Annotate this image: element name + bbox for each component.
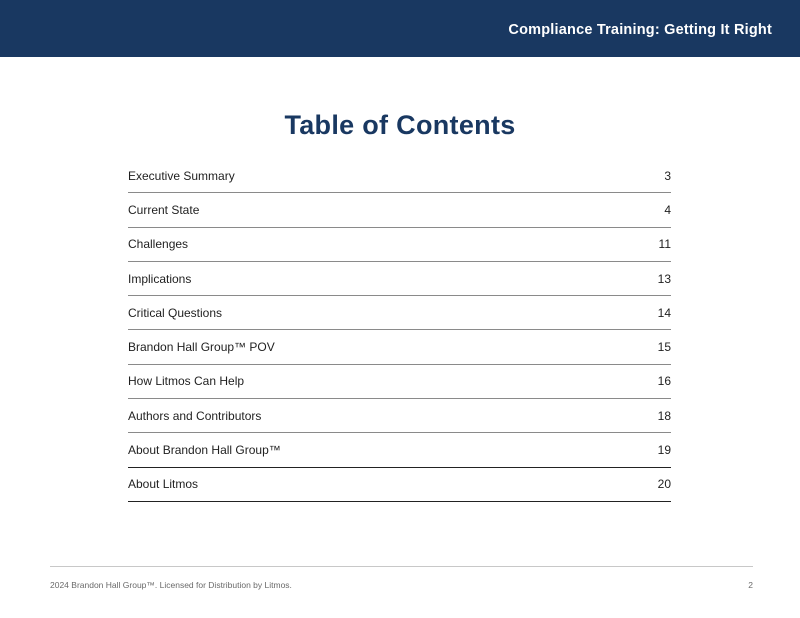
toc-entry-page: 11 <box>658 237 671 252</box>
toc-entry-label: Executive Summary <box>128 168 235 183</box>
document-title: Compliance Training: Getting It Right <box>508 22 772 38</box>
footer-divider <box>50 566 753 567</box>
toc-entry-how-litmos-can-help[interactable] <box>128 365 671 399</box>
toc-entry-page: 13 <box>657 271 671 286</box>
toc-entry-challenges[interactable] <box>128 228 671 262</box>
toc-entry-label: Brandon Hall Group™ POV <box>128 340 275 355</box>
toc-entry-brandon-hall-pov[interactable] <box>128 330 671 364</box>
toc-entry-label: Authors and Contributors <box>128 408 262 423</box>
toc-entry-label: Implications <box>128 271 192 286</box>
toc-entry-page: 19 <box>657 443 671 458</box>
toc-heading: Table of Contents <box>284 110 516 140</box>
toc-entry-page: 20 <box>657 477 671 492</box>
toc-entry-page: 15 <box>657 340 671 355</box>
toc-entry-page: 3 <box>664 168 671 183</box>
table-of-contents <box>128 159 671 502</box>
toc-entry-about-brandon-hall-group[interactable] <box>128 433 671 467</box>
toc-entry-about-litmos[interactable] <box>128 468 671 502</box>
toc-entry-current-state[interactable] <box>128 193 671 227</box>
toc-entry-page: 4 <box>664 202 671 217</box>
footer-page-number: 2 <box>748 580 753 590</box>
toc-entry-page: 16 <box>657 374 671 389</box>
toc-entry-label: About Litmos <box>128 477 199 492</box>
toc-entry-implications[interactable] <box>128 262 671 296</box>
toc-entry-page: 14 <box>657 305 671 320</box>
toc-entry-label: Challenges <box>128 237 189 252</box>
toc-entry-authors-and-contributors[interactable] <box>128 399 671 433</box>
toc-entry-page: 18 <box>657 408 671 423</box>
header-bar <box>0 0 800 57</box>
footer-copyright: 2024 Brandon Hall Group™. Licensed for Distribution by Litmos. <box>50 580 292 590</box>
toc-entry-label: How Litmos Can Help <box>128 374 245 389</box>
toc-entry-executive-summary[interactable] <box>128 159 671 193</box>
toc-entry-label: Current State <box>128 202 200 217</box>
toc-entry-label: Critical Questions <box>128 305 223 320</box>
toc-entry-critical-questions[interactable] <box>128 296 671 330</box>
toc-entry-label: About Brandon Hall Group™ <box>128 443 281 458</box>
